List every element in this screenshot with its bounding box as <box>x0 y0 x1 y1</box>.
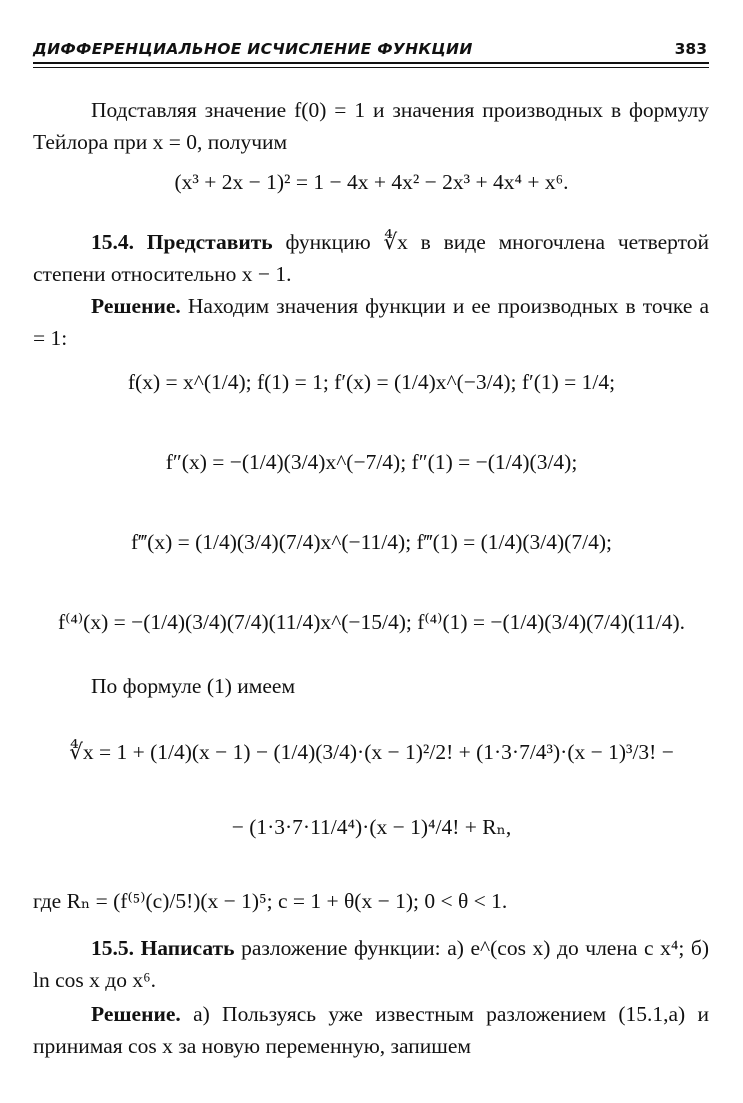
solution-text: а) Пользуясь уже известным разложением (15.1,а) и принимая cos x за новую переменную, запишем <box>33 1002 709 1058</box>
equation-text: f‴(x) = (1/4)(3/4)(7/4)x^(−11/4); f‴(1) = (1/4)(3/4)(7/4); <box>131 530 612 554</box>
equation-text: − (1·3·7·11/4⁴)·(x − 1)⁴/4! + Rₙ, <box>231 815 512 839</box>
paragraph-text: Подставляя значение f(0) = 1 и значения производных в формулу Тейлора при x = 0, получим <box>33 98 709 154</box>
equation-root-expansion-line2 <box>0 815 743 840</box>
problem-text: разложение функции: а) e^(cos x) до члена с x⁴; б) ln cos x до x⁶. <box>33 936 709 992</box>
problem-15-4 <box>33 226 709 290</box>
remainder-definition <box>33 885 709 917</box>
paragraph-text: По формуле (1) имеем <box>91 674 296 698</box>
solution-label: Решение. <box>91 294 181 318</box>
equation-text: f⁽⁴⁾(x) = −(1/4)(3/4)(7/4)(11/4)x^(−15/4); f⁽⁴⁾(1) = −(1/4)(3/4)(7/4)(11/4). <box>57 610 686 634</box>
paragraph-taylor-substitution <box>33 94 709 158</box>
equation-third-derivative <box>0 530 743 555</box>
page-header <box>33 36 709 70</box>
equation-text: f″(x) = −(1/4)(3/4)x^(−7/4); f″(1) = −(1/4)(3/4); <box>165 450 578 474</box>
problem-15-5 <box>33 932 709 996</box>
remainder-text: где Rₙ = (f⁽⁵⁾(c)/5!)(x − 1)⁵; c = 1 + θ(x − 1); 0 < θ < 1. <box>33 889 508 913</box>
solution-text: Находим значения функции и ее производных в точке a = 1: <box>33 294 709 350</box>
solution-15-4-intro <box>33 290 709 354</box>
equation-text: ∜x = 1 + (1/4)(x − 1) − (1/4)(3/4)·(x − 1)²/2! + (1·3·7/4³)·(x − 1)³/3! − <box>69 740 674 764</box>
solution-15-5-intro <box>33 998 709 1062</box>
equation-first-derivative <box>0 370 743 395</box>
paragraph-by-formula <box>33 670 709 702</box>
page-number: 383 <box>674 40 707 58</box>
equation-root-expansion-line1 <box>0 740 743 765</box>
equation-expansion-result <box>0 170 743 195</box>
problem-label: 15.5. Написать <box>91 936 235 960</box>
equation-text: f(x) = x^(1/4); f(1) = 1; f′(x) = (1/4)x^(−3/4); f′(1) = 1/4; <box>127 370 616 394</box>
equation-text: (x³ + 2x − 1)² = 1 − 4x + 4x² − 2x³ + 4x⁴ + x⁶. <box>174 170 569 194</box>
equation-second-derivative <box>0 450 743 475</box>
equation-fourth-derivative <box>0 610 743 635</box>
running-title: ДИФФЕРЕНЦИАЛЬНОЕ ИСЧИСЛЕНИЕ ФУНКЦИИ <box>33 40 473 58</box>
solution-label: Решение. <box>91 1002 181 1026</box>
problem-label: 15.4. Представить <box>91 230 273 254</box>
problem-text: функцию ∜x в виде многочлена четвертой степени относительно x − 1. <box>33 230 709 286</box>
header-rule-thin <box>33 67 709 68</box>
header-rule-thick <box>33 62 709 64</box>
